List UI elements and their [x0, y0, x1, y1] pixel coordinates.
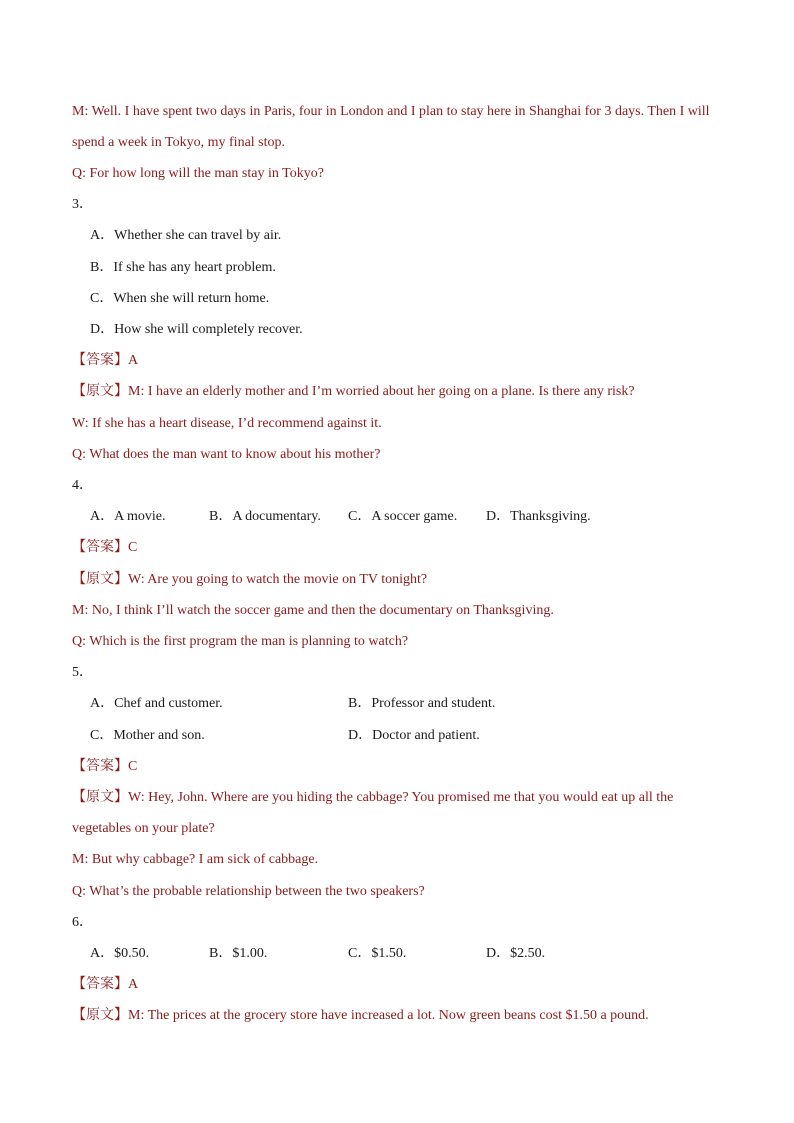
option-b: B．If she has any heart problem.	[90, 260, 276, 275]
option-c: C．Mother and son.	[90, 728, 205, 743]
answer-line: 【答案】C	[72, 540, 138, 555]
option-c: C．When she will return home.	[90, 291, 270, 306]
question-line: Q: Which is the first program the man is planning to watch?	[72, 634, 409, 649]
original-text-line: 【原文】W: Hey, John. Where are you hiding the cabbage? You promised me that you would eat up all the	[72, 790, 674, 805]
option-b: B．Professor and student.	[348, 696, 496, 711]
answer-line: 【答案】A	[72, 977, 139, 992]
question-number: 3．	[72, 197, 93, 212]
original-text-line: 【原文】M: I have an elderly mother and I’m worried about her going on a plane. Is there any risk?	[72, 384, 635, 399]
transcript-line: M: But why cabbage? I am sick of cabbage.	[72, 852, 319, 867]
transcript-line: W: If she has a heart disease, I’d recommend against it.	[72, 416, 382, 431]
option-a: A．Whether she can travel by air.	[90, 228, 282, 243]
option-a: A．Chef and customer.	[90, 696, 223, 711]
transcript-line: vegetables on your plate?	[72, 821, 215, 836]
transcript-line: M: No, I think I’ll watch the soccer game and then the documentary on Thanksgiving.	[72, 603, 554, 618]
question-number: 6．	[72, 915, 93, 930]
option-b: B．A documentary.	[209, 509, 321, 524]
option-a: A．$0.50.	[90, 946, 150, 961]
transcript-line: spend a week in Tokyo, my final stop.	[72, 135, 286, 150]
option-c: C．A soccer game.	[348, 509, 458, 524]
original-text-line: 【原文】M: The prices at the grocery store have increased a lot. Now green beans cost $1.50 a pound.	[72, 1008, 649, 1023]
option-a: A．A movie.	[90, 509, 166, 524]
option-d: D．Doctor and patient.	[348, 728, 480, 743]
option-d: D．$2.50.	[486, 946, 546, 961]
option-d: D．Thanksgiving.	[486, 509, 591, 524]
question-line: Q: For how long will the man stay in Tokyo?	[72, 166, 324, 181]
question-number: 5．	[72, 665, 93, 680]
question-line: Q: What’s the probable relationship between the two speakers?	[72, 884, 425, 899]
option-b: B．$1.00.	[209, 946, 268, 961]
answer-line: 【答案】C	[72, 759, 138, 774]
question-number: 4．	[72, 478, 93, 493]
option-c: C．$1.50.	[348, 946, 407, 961]
option-d: D．How she will completely recover.	[90, 322, 303, 337]
question-line: Q: What does the man want to know about his mother?	[72, 447, 381, 462]
transcript-line: M: Well. I have spent two days in Paris, four in London and I plan to stay here in Shanghai for 3 days. Then I will	[72, 104, 710, 119]
original-text-line: 【原文】W: Are you going to watch the movie on TV tonight?	[72, 572, 428, 587]
answer-line: 【答案】A	[72, 353, 139, 368]
